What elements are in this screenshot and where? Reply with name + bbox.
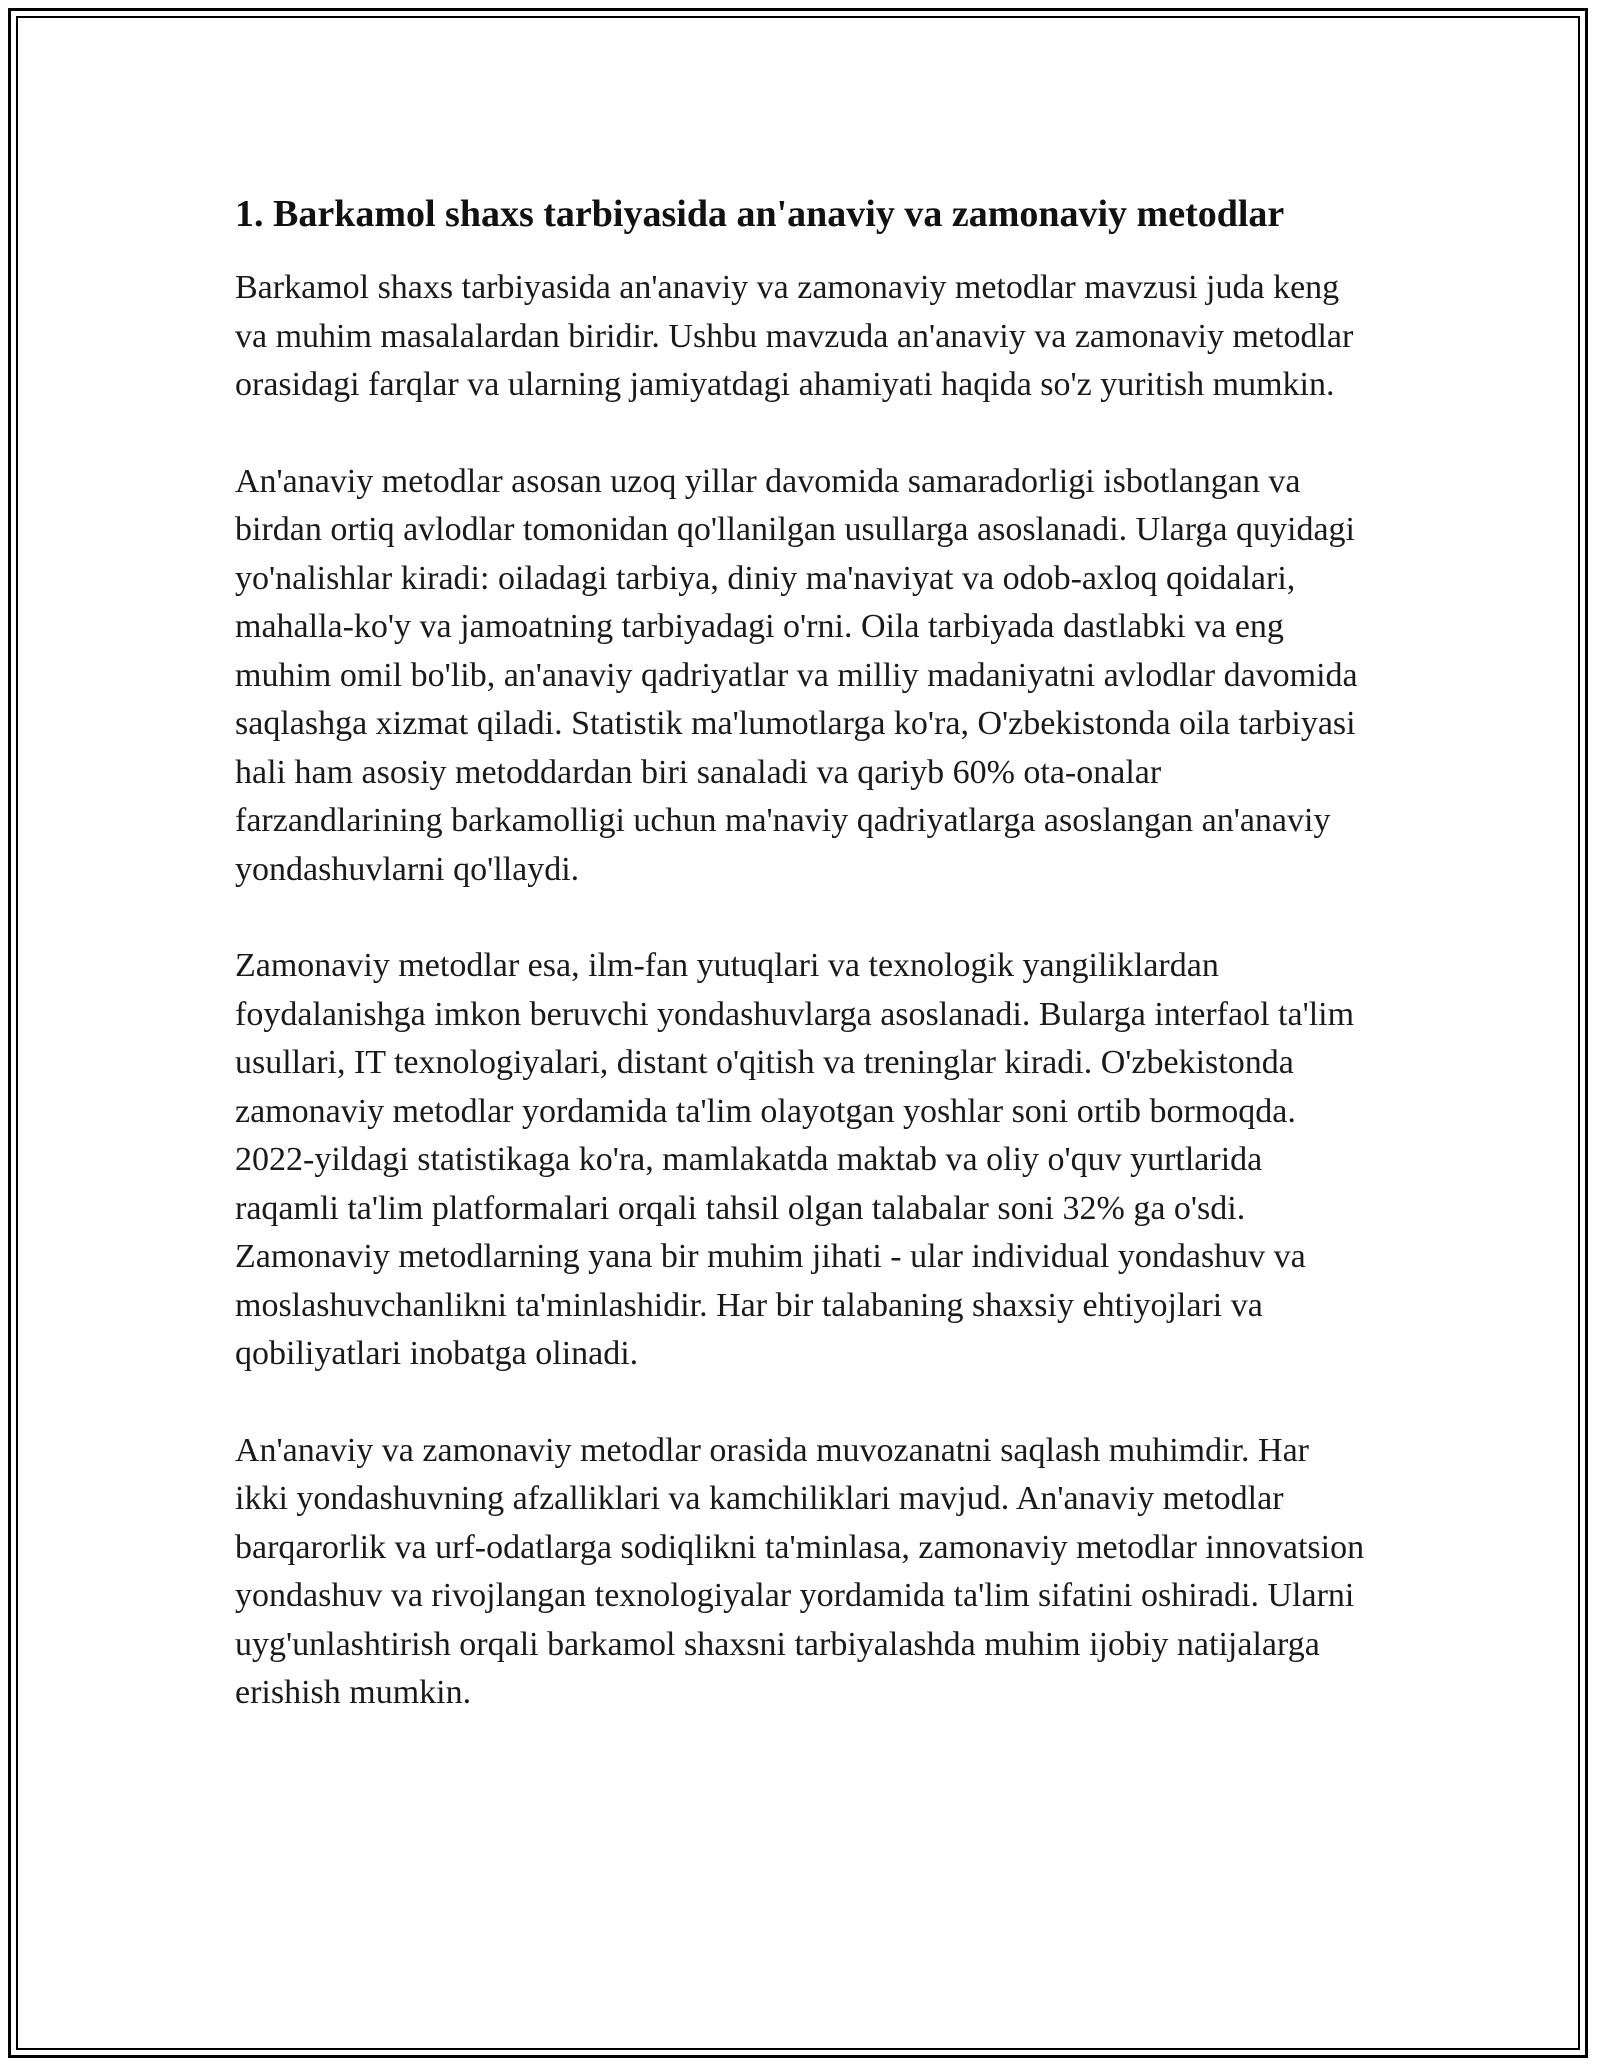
- paragraph-intro: Barkamol shaxs tarbiyasida an'anaviy va zamonaviy metodlar mavzusi juda keng va muhim masalalardan biridir. Ushbu mavzuda an'anaviy va zamonaviy metodlar orasidagi farqlar va ularning jamiyatdagi ahamiyati haqida so'z yuritish mumkin.: [235, 269, 1354, 403]
- paragraph-modern-methods: Zamonaviy metodlar esa, ilm-fan yutuqlari va texnologik yangiliklardan foydalanishga imkon beruvchi yondashuvlarga asoslanadi. Bularga interfaol ta'lim usullari, IT texnologiyalari, distant o'qitish va treninglar kiradi. O'zbekistonda zamonaviy metodlar yordamida ta'lim olayotgan yoshlar soni ortib bormoqda. 2022-yildagi statistikaga ko'ra, mamlakatda maktab va oliy o'quv yurtlarida raqamli ta'lim platformalari orqali tahsil olgan talabalar soni 32% ga o'sdi. Zamonaviy metodlarning yana bir muhim jihati - ular individual yondashuv va moslashuvchanlikni ta'minlashidir. Har bir talabaning shaxsiy ehtiyojlari va qobiliyatlari inobatga olinadi.: [235, 947, 1355, 1372]
- document-body: [235, 188, 1365, 1766]
- paragraph-balance: An'anaviy va zamonaviy metodlar orasida muvozanatni saqlash muhimdir. Har ikki yondashuvning afzalliklari va kamchiliklari mavjud. An'anaviy metodlar barqarorlik va urf-odatlarga sodiqlikni ta'minlasa, zamonaviy metodlar innovatsion yondashuv va rivojlangan texnologiyalar yordamida ta'lim sifatini oshiradi. Ularni uyg'unlashtirish orqali barkamol shaxsni tarbiyalashda muhim ijobiy natijalarga erishish mumkin.: [235, 1431, 1365, 1711]
- document-title: 1. Barkamol shaxs tarbiyasida an'anaviy va zamonaviy metodlar: [235, 193, 1285, 235]
- paragraph-traditional-methods: An'anaviy metodlar asosan uzoq yillar davomida samaradorligi isbotlangan va birdan ortiq avlodlar tomonidan qo'llanilgan usullarga asoslanadi. Ularga quyidagi yo'nalishlar kiradi: oiladagi tarbiya, diniy ma'naviyat va odob-axloq qoidalari, mahalla-ko'y va jamoatning tarbiyadagi o'rni. Oila tarbiyada dastlabki va eng muhim omil bo'lib, an'anaviy qadriyatlar va milliy madaniyatni avlodlar davomida saqlashga xizmat qiladi. Statistik ma'lumotlarga ko'ra, O'zbekistonda oila tarbiyasi hali ham asosiy metoddardan biri sanaladi va qariyb 60% ota-onalar farzandlarining barkamolligi uchun ma'naviy qadriyatlarga asoslangan an'anaviy yondashuvlarni qo'llaydi.: [235, 462, 1358, 888]
